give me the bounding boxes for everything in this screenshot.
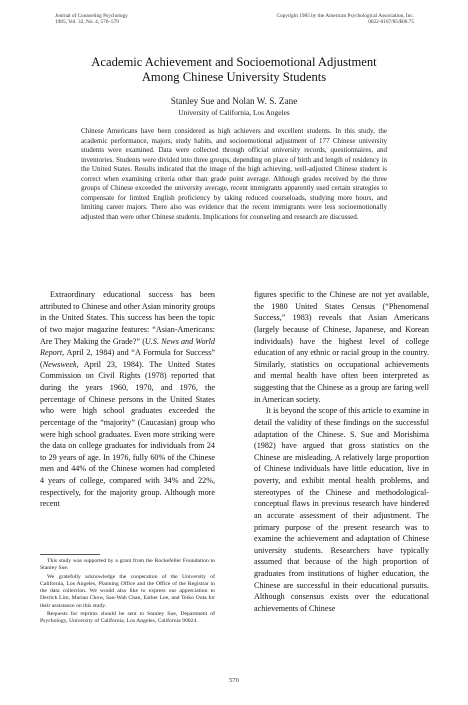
abstract: Chinese Americans have been considered as high achievers and excellent students. In this study, the academic performance, majors, study habits, and socioemotional adjustment of 177 Chinese university students were examined. Data were collected through official university records, questionnaires, and inventories. Students were divided into three groups, depending on place of birth and length of residency in the United States. Results indicated that the image of the high achieving, well-adjusted Chinese student is correct when examining criteria other than grade point average. Although grades received by the three groups of Chinese exceeded the university average, recent immigrants apparently used certain strategies to compensate for limited English proficiency by taking reduced courseloads, studying more hours, and limiting career majors. There also was evidence that the recent immigrants were less socioemotionally adjusted than were other Chinese students. Implications for counseling and research are discussed.	[81, 127, 387, 221]
body-paragraph: figures specific to the Chinese are not yet available, the 1980 United States Census (“Phenomenal Success,” 1983) reveals that Asian Americans (largely because of Chinese, Japanese, and Korean individuals) have the highest level of college education of any ethnic or racial group in the country. Similarly, statistics on occupational achievements and mental health have often been interpreted as suggesting that the Chinese as a group are faring well in American society.	[254, 290, 429, 404]
journal-header	[55, 13, 128, 26]
left-column	[40, 289, 215, 510]
title-line-2: Among Chinese University Students	[141, 70, 327, 84]
footnote: Requests for reprints should be sent to Stanley Sue, Department of Psychology, University of California, Los Angeles, California 90024.	[40, 611, 215, 625]
body-text: , April 2, 1984) and “A Formula for Success” (	[40, 348, 215, 369]
footnote: This study was supported by a grant from the Rockefeller Foundation to Stanley Sue.	[40, 558, 215, 572]
journal-volume: 1985, Vol. 32, No. 4, 570–579	[55, 19, 119, 26]
issn-line: 0022-0167/85/$00.75	[368, 19, 414, 26]
page-number: 570	[229, 677, 239, 684]
footnotes	[40, 558, 215, 627]
affiliation: University of California, Los Angeles	[178, 108, 290, 117]
authors: Stanley Sue and Nolan W. S. Zane	[170, 96, 298, 106]
body-paragraph: It is beyond the scope of this article to examine in detail the validity of these findings on the successful adaptation of the Chinese. S. Sue and Morishima (1982) have argued that gross statistics on the Chinese are misleading. A relatively large proportion of Chinese individuals have little education, live in poverty, and exhibit mental health problems, and stereotypes of the Chinese and methodological-conceptual flaws in previous research have hindered an accurate assessment of their adjustment. The primary purpose of the present research was to examine the achievement and adaptation of Chinese university students. Researchers have typically assumed that because of the high proportion of graduates from institutions of higher education, the Chinese are successful in their educational pursuits. Although consensus exists over the educational achievements of Chinese	[254, 406, 429, 613]
copyright-line: Copyright 1985 by the American Psychological Association, Inc.	[276, 13, 414, 19]
right-column	[254, 289, 429, 615]
citation-italic: U.S. News and World Report	[40, 336, 215, 358]
copyright-header	[276, 13, 414, 26]
footnote: We gratefully acknowledge the cooperation of the University of California, Los Angeles, Planning Office and the Office of the Registrar in the data collection. We would also like to express our appreciation to Derrick Lim, Marian Chow, Sau-Wah Chan, Esther Lee, and Teiko Oota for their assistance on this study.	[40, 573, 215, 609]
journal-name: Journal of Counseling Psychology	[55, 13, 128, 19]
body-text: , April 23, 1984). The United States Commission on Civil Rights (1978) reported that during the years 1960, 1970, and 1976, the percentage of Chinese persons in the United States who were high school graduates exceeded the percentage of the “majority” (Caucasian) group who were high school graduates. Even more striking were the data on college graduates for individuals from 24 to 29 years of age. In 1976, fully 60% of the Chinese men and 44% of the Chinese women had completed 4 years of college, compared with 34% and 22%, respectively, for the majority group. Although more recent	[40, 359, 215, 509]
title-line-1: Academic Achievement and Socioemotional Adjustment	[91, 55, 377, 69]
footnote-rule	[40, 554, 100, 555]
body-text: Extraordinary educational success has been attributed to Chinese and other Asian minority groups in the United States. This success has been the topic of two major magazine features: “Asian-Americans: Are They Making the Grade?” (	[40, 290, 215, 346]
article-title	[0, 55, 468, 85]
citation-italic: Newsweek	[42, 359, 77, 369]
body-paragraph	[40, 289, 215, 510]
